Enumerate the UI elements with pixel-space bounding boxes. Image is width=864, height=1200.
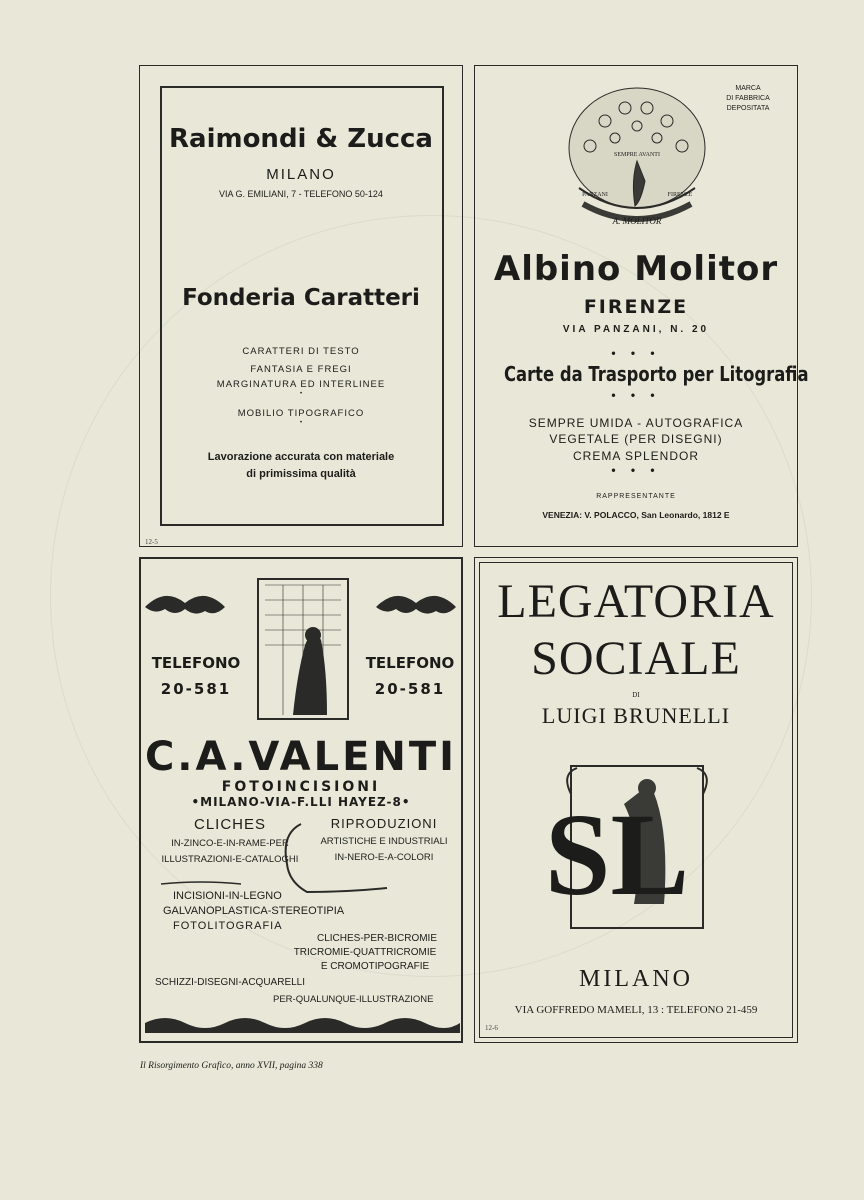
ad-code: 12-5 [145, 538, 158, 546]
floral-border-bottom-icon [141, 1011, 460, 1035]
monogram-text: SL [544, 789, 690, 920]
logo-band-text: A. MOLITOR [612, 216, 662, 226]
peacock-logo-icon [475, 76, 799, 246]
bottom-line-1: SCHIZZI-DISEGNI-ACQUARELLI [155, 977, 306, 988]
left-line-2: IN-ZINCO-E-IN-RAME-PER [171, 838, 289, 849]
telephone-label: TELEFONO [151, 654, 241, 672]
trademark-line-1: MARCA [735, 85, 761, 92]
left-line-3: ILLUSTRAZIONI-E-CATALOGHI [161, 854, 299, 865]
bottom-line-2: PER-QUALUNQUE-ILLUSTRAZIONE [273, 994, 434, 1005]
title-line-2: SOCIALE [531, 632, 741, 685]
telephone-left [141, 654, 251, 698]
product-line-1: SEMPRE UMIDA - AUTOGRAFICA [528, 416, 744, 430]
product-line-3: MARGINATURA ED INTERLINEE [216, 379, 386, 390]
divider-dots: • • • [611, 388, 661, 402]
address: VIA G. EMILIANI, 7 - TELEFONO 50-124 [219, 189, 383, 199]
product-line-2: VEGETALE (PER DISEGNI) [549, 432, 723, 446]
divider-dots: • • • [611, 346, 661, 360]
middle-block [163, 889, 344, 934]
product-line-4: MOBILIO TIPOGRAFICO [237, 408, 365, 419]
tagline-2: di primissima qualità [246, 468, 356, 480]
representative: VENEZIA: V. POLACCO, San Leonardo, 1812 E [542, 510, 730, 520]
company-name: C.A.VALENTI [144, 734, 458, 780]
representative-label: RAPPRESENTANTE [596, 493, 676, 500]
right-line-1: RIPRODUZIONI [330, 816, 438, 831]
product-line-1: CARATTERI DI TESTO [242, 346, 360, 357]
telephone-label: TELEFONO [365, 654, 455, 672]
trademark-line-3: DEPOSITATA [726, 105, 770, 112]
logo-ribbon-text: SEMPRE AVANTI [614, 152, 660, 158]
monogram-sl-icon [475, 754, 799, 944]
city: FIRENZE [583, 296, 689, 318]
telephone-number: 20-581 [160, 680, 232, 698]
company-name: Albino Molitor [493, 249, 779, 289]
right-line-3: IN-NERO-E-A-COLORI [334, 852, 434, 863]
product-line-3: CREMA SPLENDOR [572, 449, 700, 463]
right-line-2: ARTISTICHE E INDUSTRIALI [320, 836, 448, 847]
mid-line-1: INCISIONI-IN-LEGNO [173, 890, 282, 902]
trademark-line-2: DI FABBRICA [726, 95, 770, 102]
woman-window-illustration-icon [253, 575, 353, 723]
ad-legatoria-sociale [474, 557, 798, 1043]
ad-code: 12-6 [485, 1024, 498, 1032]
r-line-3: E CROMOTIPOGRAFIE [320, 961, 430, 972]
product-line-2: FANTASIA E FREGI [250, 364, 352, 375]
subtitle: FOTOINCISIONI [221, 779, 381, 795]
headline: Fonderia Caratteri [182, 285, 420, 311]
telephone-number: 20-581 [374, 680, 446, 698]
dot: • [299, 391, 303, 397]
city: MILANO [266, 166, 336, 183]
logo-right-text: FIRENZE [667, 192, 693, 198]
page-footer: Il Risorgimento Grafico, anno XVII, pagina 338 [140, 1061, 323, 1071]
address: VIA PANZANI, N. 20 [562, 324, 710, 335]
di-label: DI [632, 691, 640, 699]
company-name: Raimondi & Zucca [169, 124, 433, 154]
divider-dots: • • • [611, 463, 661, 477]
r-line-1: CLICHES-PER-BICROMIE [316, 933, 437, 944]
ad-raimondi-zucca [139, 65, 463, 547]
flourish-icon [141, 814, 460, 894]
owner-name: LUIGI BRUNELLI [541, 703, 731, 728]
dot: • [299, 420, 303, 426]
headline: Carte da Trasporto per Litografia [503, 362, 809, 386]
city: MILANO [579, 966, 693, 992]
title-line-1: LEGATORIA [497, 575, 775, 628]
mid-line-3: FOTOLITOGRAFIA [173, 920, 283, 932]
address: •MILANO-VIA-F.LLI HAYEZ-8• [191, 795, 411, 809]
right-block [277, 932, 453, 974]
tagline-1: Lavorazione accurata con materiale [207, 451, 395, 463]
left-line-1: CLICHES [193, 816, 267, 833]
ad-albino-molitor [474, 65, 809, 547]
mid-line-2: GALVANOPLASTICA-STEREOTIPIA [163, 905, 345, 917]
logo-left-text: PANZANI [582, 192, 608, 198]
telephone-right [355, 654, 465, 698]
r-line-2: TRICROMIE-QUATTRICROMIE [293, 947, 437, 958]
ad-valenti [139, 557, 463, 1043]
address: VIA GOFFREDO MAMELI, 13 : TELEFONO 21-459 [514, 1004, 758, 1016]
